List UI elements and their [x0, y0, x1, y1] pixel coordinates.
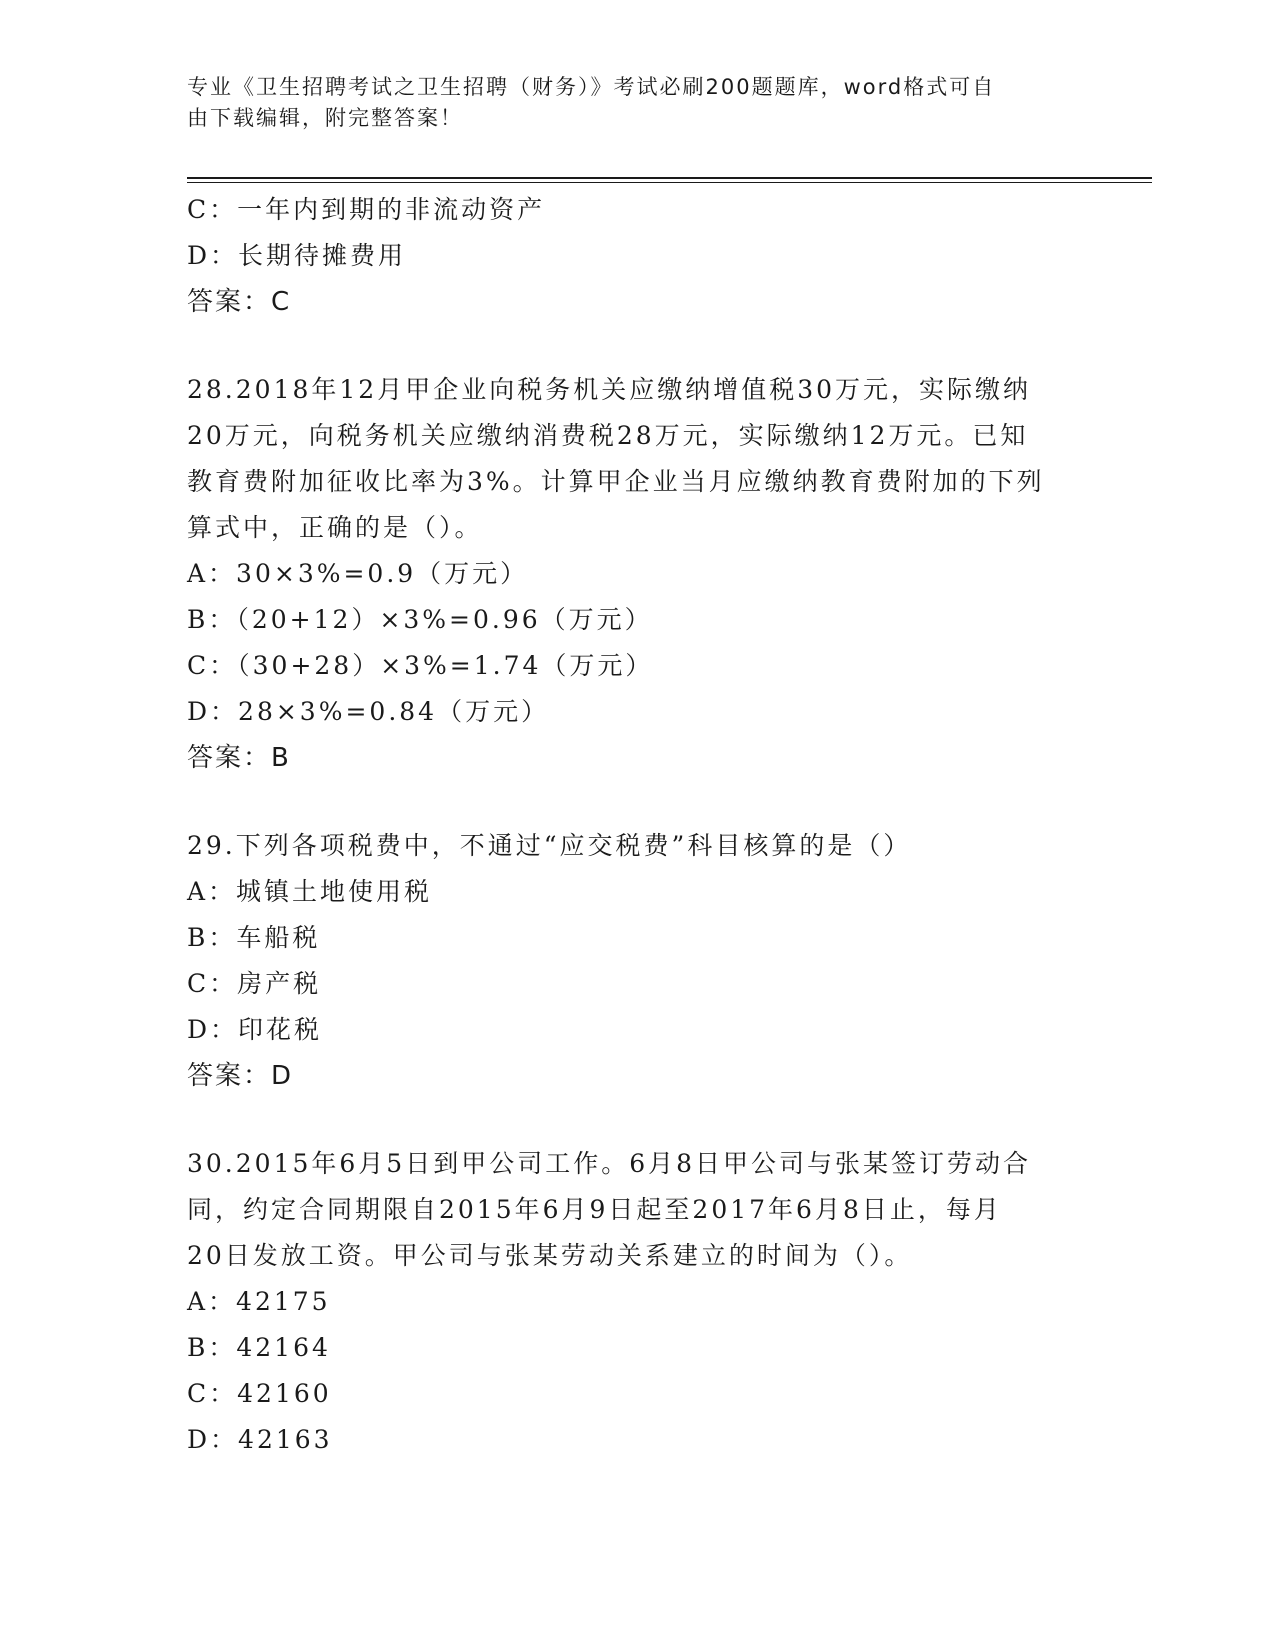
question-29 [187, 823, 1087, 1099]
option-d: D：28×3%=0.84（万元） [187, 697, 550, 726]
option-b: B：42164 [187, 1333, 331, 1362]
answer-label: 答案：D [187, 1061, 294, 1091]
option-a: A：30×3%=0.9（万元） [187, 559, 529, 588]
spacer [187, 325, 1087, 367]
question-stem-line: 30.2015年6月5日到甲公司工作。6月8日甲公司与张某签订劳动合 [187, 1149, 1032, 1178]
question-stem-line: 28.2018年12月甲企业向税务机关应缴纳增值税30万元，实际缴纳 [187, 375, 1032, 404]
question-30 [187, 1141, 1087, 1463]
option-d: D：长期待摊费用 [187, 241, 407, 270]
answer-label: 答案：B [187, 743, 291, 773]
option-d: D：42163 [187, 1425, 333, 1454]
option-b: B：车船税 [187, 923, 321, 952]
spacer [187, 1099, 1087, 1141]
question-stem-line: 20日发放工资。甲公司与张某劳动关系建立的时间为（）。 [187, 1241, 913, 1270]
option-c: C：房产税 [187, 969, 322, 998]
header-line-2: 由下载编辑，附完整答案！ [187, 106, 463, 130]
answer-label: 答案：C [187, 287, 292, 317]
option-c: C：一年内到期的非流动资产 [187, 195, 546, 224]
question-stem-line: 教育费附加征收比率为3%。计算甲企业当月应缴纳教育费附加的下列 [187, 467, 1045, 496]
question-28 [187, 367, 1087, 781]
option-a: A：城镇土地使用税 [187, 877, 433, 906]
question-content [187, 187, 1087, 1463]
option-b: B：（20+12）×3%=0.96（万元） [187, 605, 653, 634]
question-stem-line: 同，约定合同期限自2015年6月9日起至2017年6月8日止，每月 [187, 1195, 1002, 1224]
option-c: C：42160 [187, 1379, 332, 1408]
option-d: D：印花税 [187, 1015, 323, 1044]
question-27-tail [187, 187, 1087, 325]
header-divider-thick [187, 177, 1152, 179]
question-stem-line: 20万元，向税务机关应缴纳消费税28万元，实际缴纳12万元。已知 [187, 421, 1029, 450]
question-stem-line: 29.下列各项税费中，不通过“应交税费”科目核算的是（） [187, 831, 912, 860]
spacer [187, 781, 1087, 823]
document-header [187, 72, 1067, 134]
header-line-1: 专业《卫生招聘考试之卫生招聘（财务）》考试必刷200题题库，word格式可自 [187, 75, 996, 99]
option-c: C：（30+28）×3%=1.74（万元） [187, 651, 654, 680]
question-stem-line: 算式中，正确的是（）。 [187, 513, 483, 542]
option-a: A：42175 [187, 1287, 331, 1316]
header-divider-thin [187, 182, 1152, 183]
